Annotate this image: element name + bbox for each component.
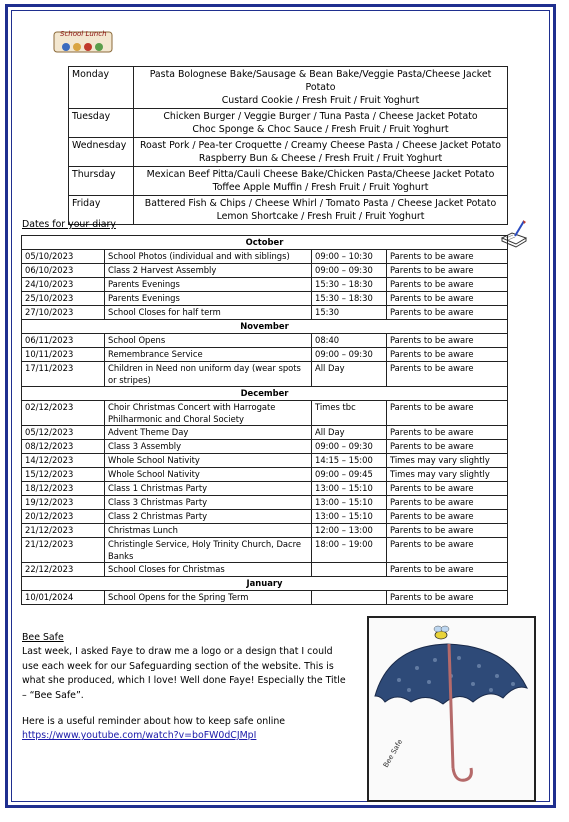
diary-time: 14:15 – 15:00 [312,454,387,468]
diary-time: 15:30 – 18:30 [312,278,387,292]
diary-event: Remembrance Service [105,348,312,362]
month-header-row [22,387,508,401]
diary-row [22,264,508,278]
main-course-line: Mexican Beef Pitta/Cauli Cheese Bake/Chicken Pasta/Cheese Jacket Potato [146,169,495,180]
diary-event: Class 3 Assembly [105,440,312,454]
diary-event: School Opens [105,334,312,348]
diary-time [312,563,387,577]
diary-time: 12:00 – 13:00 [312,524,387,538]
dessert-line: Toffee Apple Muffin / Fresh Fruit / Fruit Yoghurt [212,182,429,193]
diary-note: Parents to be aware [387,401,508,426]
bee-icon [434,626,449,639]
lunch-day: Thursday [69,167,134,196]
diary-row [22,510,508,524]
lunch-menu-cell [134,109,508,138]
diary-date: 20/12/2023 [22,510,105,524]
lunch-menu-cell [134,167,508,196]
diary-date: 06/11/2023 [22,334,105,348]
diary-row [22,292,508,306]
diary-event: Whole School Nativity [105,468,312,482]
diary-note: Parents to be aware [387,496,508,510]
diary-note: Parents to be aware [387,482,508,496]
diary-row [22,524,508,538]
lunch-row [69,109,508,138]
lunch-menu-cell [134,138,508,167]
lunch-menu-cell [134,196,508,225]
diary-date: 17/11/2023 [22,362,105,387]
main-course-line: Battered Fish & Chips / Cheese Whirl / Tomato Pasta / Cheese Jacket Potato [144,198,497,209]
main-course-line: Pasta Bolognese Bake/Sausage & Bean Bake/Veggie Pasta/Cheese Jacket Potato [149,69,492,93]
diary-event: Whole School Nativity [105,454,312,468]
diary-event: School Closes for half term [105,306,312,320]
diary-time [312,591,387,605]
diary-row [22,454,508,468]
diary-date: 02/12/2023 [22,401,105,426]
diary-event: Class 2 Harvest Assembly [105,264,312,278]
diary-date: 14/12/2023 [22,454,105,468]
dessert-line: Choc Sponge & Choc Sauce / Fresh Fruit / Fruit Yoghurt [192,124,449,135]
diary-event: School Photos (individual and with siblings) [105,250,312,264]
lunch-day: Wednesday [69,138,134,167]
logo-text: School Lunch [60,30,107,38]
diary-time: 15:30 – 18:30 [312,292,387,306]
diary-time: 09:00 – 09:45 [312,468,387,482]
diary-event: Christmas Lunch [105,524,312,538]
diary-time: 09:00 – 09:30 [312,348,387,362]
diary-time: 13:00 – 15:10 [312,482,387,496]
umbrella-drawing [369,618,534,800]
lunch-row [69,196,508,225]
diary-date: 05/10/2023 [22,250,105,264]
diary-time: Times tbc [312,401,387,426]
diary-time: 13:00 – 15:10 [312,496,387,510]
diary-time: 09:00 – 09:30 [312,264,387,278]
diary-note: Parents to be aware [387,524,508,538]
lunch-day: Friday [69,196,134,225]
month-header-row [22,320,508,334]
diary-note: Parents to be aware [387,510,508,524]
diary-note: Parents to be aware [387,250,508,264]
diary-date: 05/12/2023 [22,426,105,440]
diary-row [22,482,508,496]
diary-date: 18/12/2023 [22,482,105,496]
diary-row [22,563,508,577]
diary-row [22,440,508,454]
diary-row [22,426,508,440]
diary-row [22,250,508,264]
diary-event: Class 3 Christmas Party [105,496,312,510]
diary-time: All Day [312,362,387,387]
lunch-row [69,167,508,196]
lunch-row [69,138,508,167]
diary-event: School Opens for the Spring Term [105,591,312,605]
diary-date: 19/12/2023 [22,496,105,510]
lunch-menu-cell [134,67,508,109]
diary-note: Parents to be aware [387,264,508,278]
diary-table [21,235,508,605]
diary-date: 06/10/2023 [22,264,105,278]
diary-row [22,591,508,605]
diary-time: 13:00 – 15:10 [312,510,387,524]
diary-note: Times may vary slightly [387,454,508,468]
diary-date: 21/12/2023 [22,524,105,538]
diary-time: All Day [312,426,387,440]
diary-note: Parents to be aware [387,348,508,362]
month-heading: October [22,236,508,250]
diary-date: 21/12/2023 [22,538,105,563]
lunch-day: Tuesday [69,109,134,138]
main-course-line: Chicken Burger / Veggie Burger / Tuna Pasta / Cheese Jacket Potato [163,111,478,122]
diary-time: 08:40 [312,334,387,348]
diary-date: 10/01/2024 [22,591,105,605]
bee-safe-title: Bee Safe [22,632,64,643]
diary-date: 22/12/2023 [22,563,105,577]
diary-note: Parents to be aware [387,362,508,387]
diary-time: 15:30 [312,306,387,320]
diary-note: Parents to be aware [387,306,508,320]
lunch-row [69,67,508,109]
diary-event: Parents Evenings [105,278,312,292]
dessert-line: Custard Cookie / Fresh Fruit / Fruit Yoghurt [221,95,420,106]
drawing-caption: Bee Safe [381,738,405,769]
diary-event: School Closes for Christmas [105,563,312,577]
diary-event: Class 2 Christmas Party [105,510,312,524]
diary-time: 09:00 – 09:30 [312,440,387,454]
lunch-menu-table [68,66,508,225]
diary-note: Parents to be aware [387,591,508,605]
diary-row [22,468,508,482]
diary-date: 24/10/2023 [22,278,105,292]
diary-note: Parents to be aware [387,278,508,292]
diary-note: Times may vary slightly [387,468,508,482]
diary-date: 10/11/2023 [22,348,105,362]
diary-event: Children in Need non uniform day (wear spots or stripes) [105,362,312,387]
diary-date: 25/10/2023 [22,292,105,306]
bee-safe-drawing [367,616,536,802]
diary-note: Parents to be aware [387,538,508,563]
diary-row [22,348,508,362]
youtube-link[interactable]: https://www.youtube.com/watch?v=boFW0dCJMpI [22,730,257,741]
diary-event: Class 1 Christmas Party [105,482,312,496]
diary-time: 09:00 – 10:30 [312,250,387,264]
diary-event: Choir Christmas Concert with Harrogate Philharmonic and Choral Society [105,401,312,426]
diary-note: Parents to be aware [387,334,508,348]
diary-row [22,306,508,320]
diary-event: Christingle Service, Holy Trinity Church, Dacre Banks [105,538,312,563]
dessert-line: Lemon Shortcake / Fresh Fruit / Fruit Yoghurt [216,211,425,222]
diary-row [22,538,508,563]
diary-row [22,278,508,292]
main-course-line: Roast Pork / Pea-ter Croquette / Creamy Cheese Pasta / Cheese Jacket Potato [139,140,502,151]
diary-row [22,496,508,510]
diary-row [22,334,508,348]
diary-note: Parents to be aware [387,426,508,440]
diary-row [22,362,508,387]
diary-date: 08/12/2023 [22,440,105,454]
diary-note: Parents to be aware [387,563,508,577]
diary-event: Parents Evenings [105,292,312,306]
diary-row [22,401,508,426]
diary-date: 27/10/2023 [22,306,105,320]
month-header-row [22,577,508,591]
diary-title: Dates for your diary [22,219,116,230]
diary-time: 18:00 – 19:00 [312,538,387,563]
month-heading: December [22,387,508,401]
month-heading: November [22,320,508,334]
month-header-row [22,236,508,250]
bee-safe-body: Last week, I asked Faye to draw me a logo or a design that I could use each week for our Safeguarding section of the website. This is what she produced, which I love! Well done Faye! Especially the Title – “Bee Safe”. [22,646,346,701]
month-heading: January [22,577,508,591]
diary-event: Advent Theme Day [105,426,312,440]
diary-date: 15/12/2023 [22,468,105,482]
online-safety-reminder: Here is a useful reminder about how to keep safe online [22,716,286,727]
lunch-day: Monday [69,67,134,109]
diary-note: Parents to be aware [387,292,508,306]
diary-note: Parents to be aware [387,440,508,454]
dessert-line: Raspberry Bun & Cheese / Fresh Fruit / Fruit Yoghurt [198,153,443,164]
